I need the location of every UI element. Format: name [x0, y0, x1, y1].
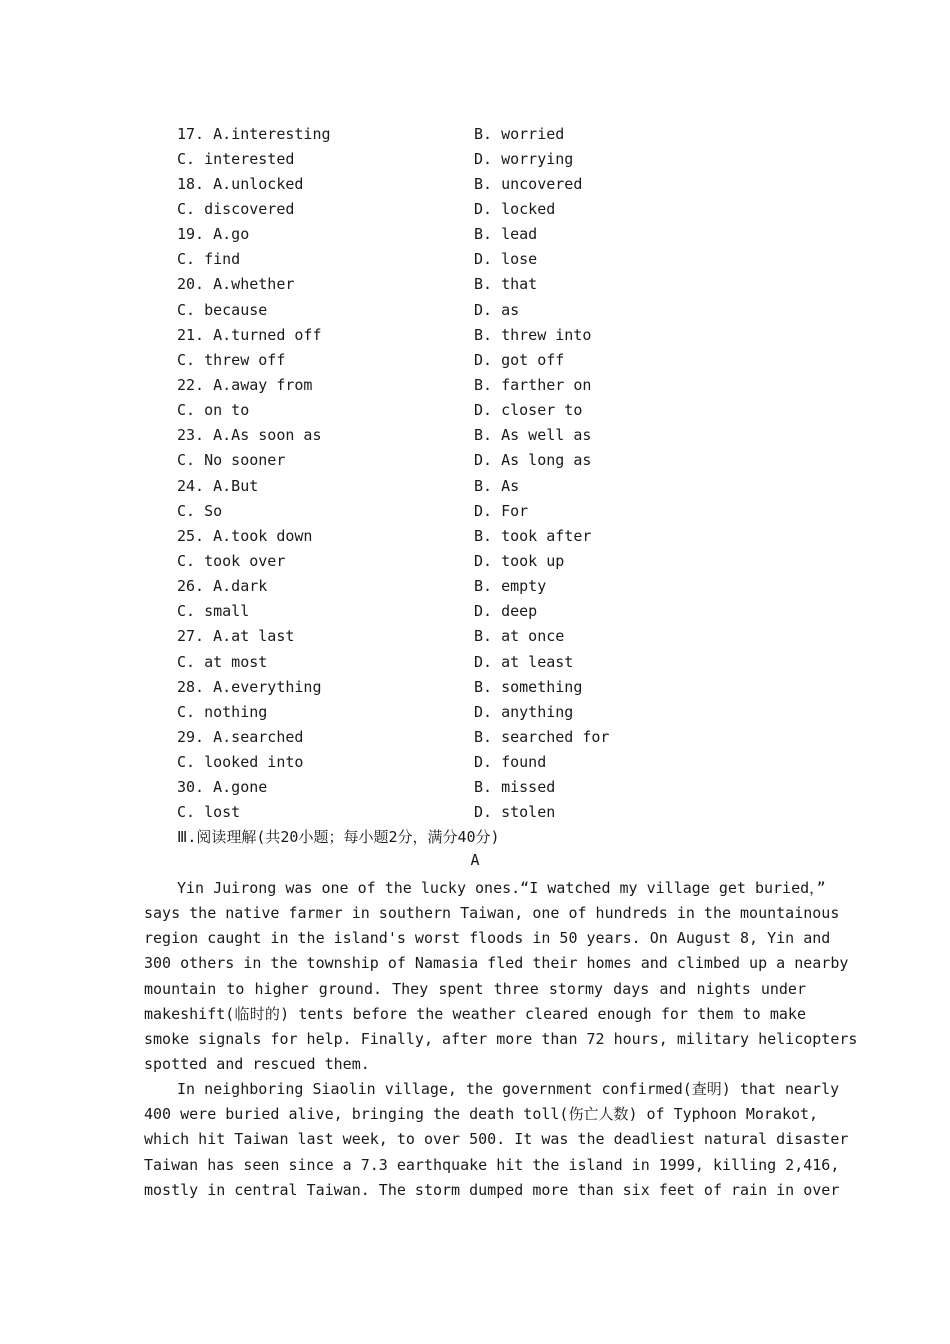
option-left: 23. A.As soon as: [177, 426, 322, 445]
option-right: D. at least: [474, 652, 574, 671]
option-row: [177, 599, 817, 624]
option-right: B. empty: [474, 577, 547, 596]
option-row: [177, 674, 817, 699]
option-right: D. For: [474, 501, 529, 520]
option-left: 29. A.searched: [177, 727, 304, 746]
option-row: [177, 473, 817, 498]
option-right: D. got off: [474, 350, 565, 369]
option-row: [177, 498, 817, 523]
option-right: B. As: [474, 476, 520, 495]
option-right: D. as: [474, 300, 520, 319]
option-left: 19. A.go: [177, 225, 250, 244]
passage-line: 300 others in the township of Namasia fled their homes and climbed up a nearby: [144, 954, 849, 973]
option-row: [177, 750, 817, 775]
option-left: C. at most: [177, 652, 268, 671]
option-row: [177, 322, 817, 347]
passage-letter: A: [470, 851, 480, 869]
option-right: B. searched for: [474, 727, 610, 746]
option-row: [177, 724, 817, 749]
option-left: C. So: [177, 501, 223, 520]
option-left: C. find: [177, 250, 241, 269]
option-row: [177, 649, 817, 674]
option-right: B. worried: [474, 124, 565, 143]
option-left: 24. A.But: [177, 476, 259, 495]
option-right: B. at once: [474, 627, 565, 646]
option-right: B. threw into: [474, 325, 592, 344]
option-right: D. locked: [474, 199, 556, 218]
passage-line: Yin Juirong was one of the lucky ones.“I watched my village get buried，”: [177, 879, 826, 897]
answer-options-list: [177, 121, 817, 825]
option-left: 17. A.interesting: [177, 124, 331, 143]
option-row: [177, 171, 817, 196]
option-left: C. on to: [177, 401, 250, 420]
option-left: 20. A.whether: [177, 275, 295, 294]
option-row: [177, 398, 817, 423]
option-row: [177, 372, 817, 397]
option-right: D. deep: [474, 602, 538, 621]
option-row: [177, 347, 817, 372]
option-left: 25. A.took down: [177, 526, 313, 545]
option-row: [177, 121, 817, 146]
option-row: [177, 222, 817, 247]
option-left: C. No sooner: [177, 451, 286, 470]
passage-line: mountain to higher ground. They spent three stormy days and nights under: [144, 979, 806, 998]
option-row: [177, 775, 817, 800]
option-left: 27. A.at last: [177, 627, 295, 646]
passage-line: makeshift(临时的) tents before the weather cleared enough for them to make: [144, 1004, 806, 1023]
option-left: 18. A.unlocked: [177, 174, 304, 193]
passage-line: Taiwan has seen since a 7.3 earthquake hit the island in 1999, killing 2,416,: [144, 1155, 840, 1174]
option-left: C. lost: [177, 803, 241, 822]
passage-line: mostly in central Taiwan. The storm dumped more than six feet of rain in over: [144, 1180, 840, 1199]
option-left: 26. A.dark: [177, 577, 268, 596]
option-right: D. stolen: [474, 803, 556, 822]
option-row: [177, 146, 817, 171]
option-right: D. took up: [474, 551, 565, 570]
option-row: [177, 297, 817, 322]
option-right: B. uncovered: [474, 174, 583, 193]
option-left: 21. A.turned off: [177, 325, 322, 344]
option-row: [177, 523, 817, 548]
option-right: B. As well as: [474, 426, 592, 445]
option-row: [177, 272, 817, 297]
option-row: [177, 574, 817, 599]
option-right: B. farther on: [474, 375, 592, 394]
option-row: [177, 423, 817, 448]
passage-line: region caught in the island's worst floods in 50 years. On August 8, Yin and: [144, 929, 831, 948]
option-right: B. something: [474, 677, 583, 696]
option-left: 22. A.away from: [177, 375, 313, 394]
option-right: D. found: [474, 753, 547, 772]
passage-line: smoke signals for help. Finally, after more than 72 hours, military helicopters: [144, 1029, 858, 1048]
option-left: C. nothing: [177, 702, 268, 721]
option-row: [177, 699, 817, 724]
option-left: C. took over: [177, 551, 286, 570]
option-row: [177, 800, 817, 825]
option-row: [177, 624, 817, 649]
option-left: C. interested: [177, 149, 295, 168]
option-right: D. worrying: [474, 149, 574, 168]
option-left: C. because: [177, 300, 268, 319]
passage-line: spotted and rescued them.: [144, 1054, 370, 1073]
section-heading: Ⅲ.阅读理解(共20小题；每小题2分，满分40分): [177, 828, 500, 846]
passage-line: 400 were buried alive, bringing the death toll(伤亡人数) of Typhoon Morakot,: [144, 1105, 819, 1124]
option-left: C. small: [177, 602, 250, 621]
option-left: C. discovered: [177, 199, 295, 218]
option-left: 30. A.gone: [177, 778, 268, 797]
option-right: D. As long as: [474, 451, 592, 470]
option-row: [177, 247, 817, 272]
option-row: [177, 448, 817, 473]
option-right: B. missed: [474, 778, 556, 797]
option-row: [177, 548, 817, 573]
passage-line: In neighboring Siaolin village, the government confirmed(查明) that nearly: [177, 1080, 840, 1099]
option-right: D. closer to: [474, 401, 583, 420]
option-row: [177, 196, 817, 221]
option-right: D. lose: [474, 250, 538, 269]
passage-line: which hit Taiwan last week, to over 500. It was the deadliest natural disaster: [144, 1130, 849, 1149]
option-right: D. anything: [474, 702, 574, 721]
option-left: C. threw off: [177, 350, 286, 369]
option-right: B. lead: [474, 225, 538, 244]
passage-line: says the native farmer in southern Taiwan, one of hundreds in the mountainous: [144, 904, 840, 923]
option-left: C. looked into: [177, 753, 304, 772]
option-left: 28. A.everything: [177, 677, 322, 696]
option-right: B. that: [474, 275, 538, 294]
reading-passage: [144, 876, 858, 1203]
option-right: B. took after: [474, 526, 592, 545]
